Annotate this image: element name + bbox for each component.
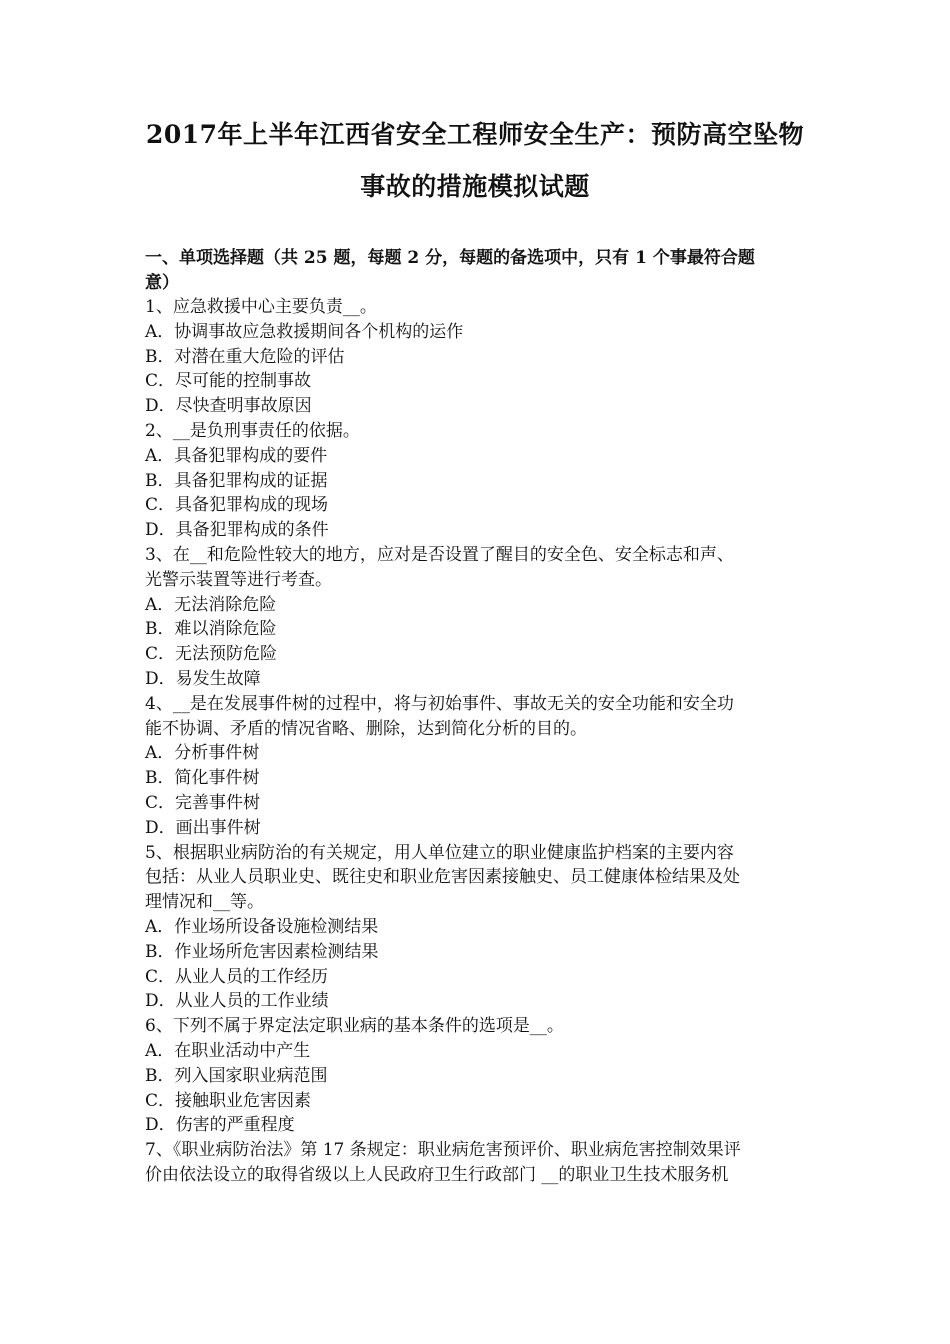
- option-1c: C．尽可能的控制事故: [145, 371, 312, 392]
- option-1a: A．协调事故应急救援期间各个机构的运作: [145, 321, 464, 342]
- option-6b: B．列入国家职业病范围: [145, 1065, 328, 1086]
- option-2d: D．具备犯罪构成的条件: [145, 520, 329, 541]
- option-5c: C．从业人员的工作经历: [145, 966, 329, 987]
- option-3d: D．易发生故障: [145, 668, 261, 689]
- option-3a: A．无法消除危险: [145, 594, 277, 615]
- option-5b: B．作业场所危害因素检测结果: [145, 941, 379, 962]
- section-heading-line-1: 一、单项选择题（共 25 题，每题 2 分，每题的备选项中，只有 1 个事最符合题: [145, 248, 755, 268]
- option-6a: A．在职业活动中产生: [145, 1040, 311, 1061]
- option-6c: C．接触职业危害因素: [145, 1090, 312, 1111]
- question-5-line-3: 理情况和__等。: [145, 892, 264, 913]
- question-4-line-2: 能不协调、矛盾的情况省略、删除，达到简化分析的目的。: [145, 718, 587, 739]
- document-title-line-1: 2017年上半年江西省安全工程师安全生产：预防高空坠物: [145, 120, 805, 149]
- option-2c: C．具备犯罪构成的现场: [145, 495, 329, 516]
- option-4c: C．完善事件树: [145, 792, 261, 813]
- document-title-line-2: 事故的措施模拟试题: [360, 172, 590, 201]
- option-5d: D．从业人员的工作业绩: [145, 991, 329, 1012]
- option-2b: B．具备犯罪构成的证据: [145, 470, 328, 491]
- question-6: 6、下列不属于界定法定职业病的基本条件的选项是__。: [145, 1016, 564, 1037]
- option-3c: C．无法预防危险: [145, 644, 278, 665]
- option-4b: B．简化事件树: [145, 768, 260, 789]
- question-1: 1、应急救援中心主要负责__。: [145, 297, 377, 317]
- option-4a: A．分析事件树: [145, 743, 260, 764]
- question-5-line-2: 包括：从业人员职业史、既往史和职业危害因素接触史、员工健康体检结果及处: [145, 867, 740, 888]
- question-3-line-2: 光警示装置等进行考查。: [145, 569, 332, 590]
- option-1d: D．尽快查明事故原因: [145, 396, 312, 417]
- question-7-line-2: 价由依法设立的取得省级以上人民政府卫生行政部门 __的职业卫生技术服务机: [145, 1164, 729, 1185]
- question-3-line-1: 3、在__和危险性较大的地方，应对是否设置了醒目的安全色、安全标志和声、: [145, 544, 734, 565]
- question-4-line-1: 4、__是在发展事件树的过程中，将与初始事件、事故无关的安全功能和安全功: [145, 693, 734, 714]
- option-3b: B．难以消除危险: [145, 619, 277, 640]
- question-7-line-1: 7、《职业病防治法》第 17 条规定：职业病危害预评价、职业病危害控制效果评: [145, 1140, 741, 1161]
- question-5-line-1: 5、根据职业病防治的有关规定，用人单位建立的职业健康监护档案的主要内容: [145, 842, 734, 863]
- section-heading-line-2: 意）: [145, 272, 179, 293]
- option-2a: A．具备犯罪构成的要件: [145, 445, 328, 466]
- document-body: [145, 246, 810, 1188]
- option-4d: D．画出事件树: [145, 817, 261, 838]
- option-5a: A．作业场所设备设施检测结果: [145, 916, 379, 937]
- option-1b: B．对潜在重大危险的评估: [145, 346, 345, 367]
- option-6d: D．伤害的严重程度: [145, 1115, 295, 1136]
- question-2: 2、__是负刑事责任的依据。: [145, 420, 360, 441]
